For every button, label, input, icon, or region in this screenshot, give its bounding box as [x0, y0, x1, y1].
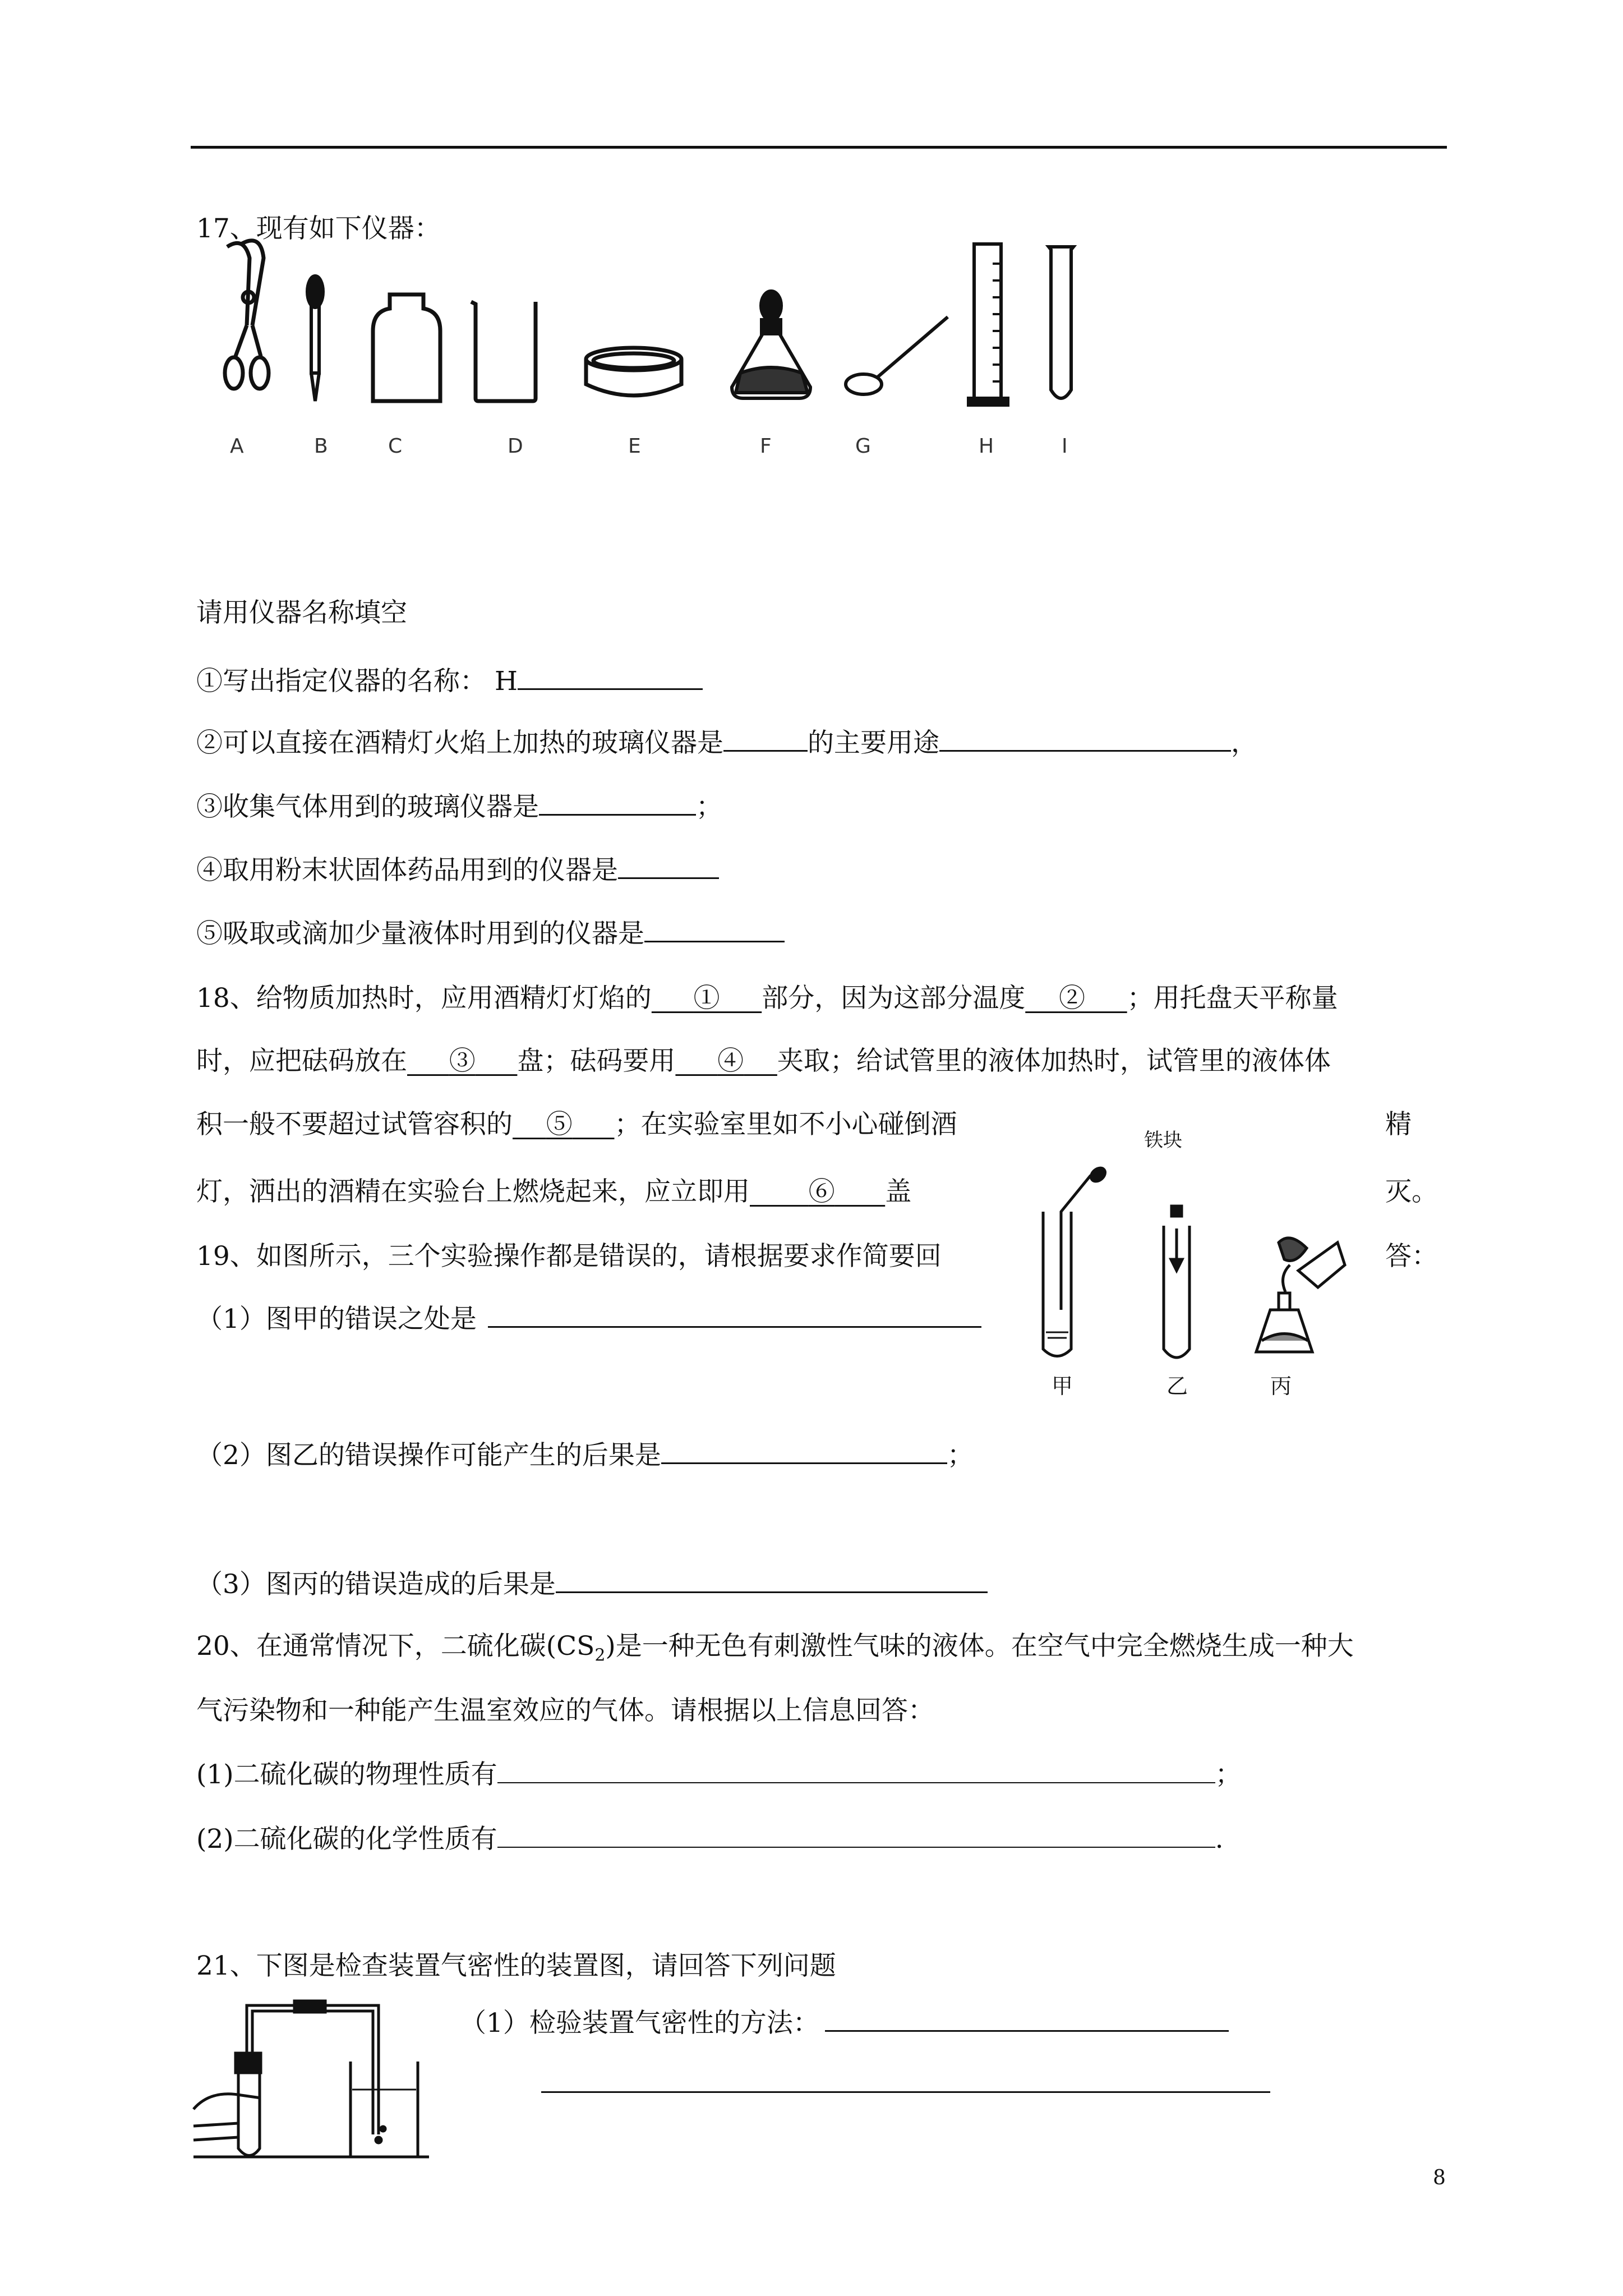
page-number: 8: [1433, 2166, 1446, 2189]
q20-text: )是一种无色有刺激性气味的液体。在空气中完全燃烧生成一种大: [605, 1631, 1354, 1662]
blank-1-mark: ①: [693, 983, 720, 1014]
q21-part1: [460, 2005, 1229, 2040]
q18-line1: [196, 982, 1338, 1015]
q21-part1-text: （1）检验装置气密性的方法：: [460, 2008, 819, 2039]
dropper-icon: [304, 275, 326, 404]
blank-4[interactable]: [675, 1046, 777, 1076]
q19-part3: [196, 1567, 988, 1602]
q20-part1-text: (1)二硫化碳的物理性质有: [196, 1759, 497, 1790]
q17-sub3-end: ；: [696, 792, 722, 822]
q19-title-end: 答：: [1385, 1241, 1438, 1272]
gas-bottle-icon: [370, 292, 443, 404]
q19-part1-text: （1）图甲的错误之处是: [196, 1304, 477, 1335]
label-H: H: [979, 435, 994, 458]
q18-text: 部分，因为这部分温度: [762, 983, 1026, 1014]
lamp-lighting-lamp-icon: [1245, 1226, 1346, 1355]
blank-6[interactable]: [750, 1176, 885, 1207]
q18-text: 盖: [885, 1176, 912, 1207]
q18-text: 18、给物质加热时，应用酒精灯灯焰的: [196, 983, 652, 1014]
q18-text: 夹取；给试管里的液体加热时，试管里的液体体: [777, 1046, 1331, 1076]
q20-line2: 气污染物和一种能产生温室效应的气体。请根据以上信息回答：: [196, 1695, 934, 1726]
blank-4-mark: ④: [717, 1046, 744, 1076]
answer-blank[interactable]: [618, 853, 719, 879]
q20-line1: [196, 1630, 1354, 1672]
label-I: I: [1062, 435, 1068, 458]
crucible-tongs-icon: [222, 236, 272, 404]
q17-sub3: [196, 789, 722, 824]
blank-6-mark: ⑥: [808, 1176, 835, 1207]
fig-label-b: 乙: [1166, 1374, 1188, 1398]
q19-part1: [196, 1301, 981, 1336]
q18-line4-end: 灭。: [1385, 1176, 1438, 1207]
answer-blank[interactable]: [518, 664, 703, 690]
label-C: C: [388, 435, 403, 458]
q20-part1-end: ；: [1215, 1759, 1242, 1790]
label-B: B: [314, 435, 328, 458]
q17-sub2-text: ②可以直接在酒精灯火焰上加热的玻璃仪器是: [196, 728, 723, 758]
q19-part3-text: （3）图丙的错误造成的后果是: [196, 1569, 556, 1600]
answer-blank[interactable]: [497, 1757, 1215, 1783]
alcohol-lamp-icon: [729, 289, 813, 401]
answer-blank[interactable]: [539, 789, 696, 816]
beaker-icon: [470, 297, 540, 404]
q18-line4: [196, 1175, 911, 1209]
blank-3[interactable]: [407, 1046, 517, 1076]
answer-blank[interactable]: [644, 916, 785, 942]
q21-title: 21、下图是检查装置气密性的装置图，请回答下列问题: [196, 1950, 836, 1981]
airtightness-apparatus-icon: [193, 1994, 429, 2162]
q18-line3-end: 精: [1385, 1109, 1412, 1140]
blank-2[interactable]: [1025, 983, 1127, 1014]
q17-sub1-text: ①写出指定仪器的名称： H: [196, 666, 518, 697]
blank-2-mark: ②: [1058, 983, 1085, 1014]
q20-part1: [196, 1757, 1242, 1792]
q17-sub2-end: ，: [1231, 728, 1257, 758]
iron-block-tube-icon: [1152, 1203, 1203, 1366]
q20-part2-end: .: [1215, 1824, 1224, 1855]
answer-blank[interactable]: [825, 2005, 1229, 2032]
q17-title: 17、现有如下仪器：: [196, 213, 441, 244]
fig-label-c: 丙: [1270, 1374, 1292, 1398]
fig-iron-label: 铁块: [1144, 1129, 1182, 1152]
spoon-icon: [844, 314, 951, 398]
blank-5[interactable]: [513, 1109, 614, 1140]
label-F: F: [760, 435, 772, 458]
q20-part2-text: (2)二硫化碳的化学性质有: [196, 1824, 497, 1855]
label-G: G: [855, 435, 871, 458]
label-D: D: [508, 435, 523, 458]
answer-blank[interactable]: [488, 1301, 981, 1328]
q19-title: 19、如图所示，三个实验操作都是错误的，请根据要求作简要回: [196, 1241, 942, 1272]
answer-blank[interactable]: [541, 2086, 1270, 2093]
q17-sub2: [196, 725, 1257, 760]
answer-blank[interactable]: [661, 1438, 947, 1464]
q18-text: 时，应把砝码放在: [196, 1046, 407, 1076]
q18-text: 积一般不要超过试管容积的: [196, 1109, 513, 1140]
q19-part2: [196, 1438, 974, 1473]
graduated-cylinder-icon: [967, 241, 1012, 409]
q17-sub4-text: ④取用粉末状固体药品用到的仪器是: [196, 855, 618, 886]
answer-blank[interactable]: [939, 725, 1231, 752]
dish-icon: [583, 345, 684, 401]
blank-1[interactable]: [652, 983, 762, 1014]
q17-sub5: [196, 916, 785, 951]
answer-blank[interactable]: [556, 1567, 988, 1593]
q20-text: 20、在通常情况下，二硫化碳(CS: [196, 1631, 595, 1662]
q18-text: ；在实验室里如不小心碰倒酒: [614, 1109, 957, 1140]
dropper-in-tube-icon: [1038, 1167, 1110, 1363]
q17-sub4: [196, 853, 719, 887]
header-rule: [191, 146, 1447, 149]
q19-part2-end: ；: [947, 1440, 974, 1471]
q17-sub5-text: ⑤吸取或滴加少量液体时用到的仪器是: [196, 918, 644, 949]
blank-3-mark: ③: [449, 1046, 476, 1076]
q17-prompt: 请用仪器名称填空: [196, 597, 407, 628]
q19-part2-text: （2）图乙的错误操作可能产生的后果是: [196, 1440, 661, 1471]
q17-sub3-text: ③收集气体用到的玻璃仪器是: [196, 792, 539, 822]
test-tube-icon: [1044, 244, 1078, 407]
label-E: E: [628, 435, 641, 458]
q18-line3: [196, 1108, 957, 1142]
q17-sub1: [196, 664, 703, 698]
q17-sub2-mid: 的主要用途: [808, 728, 939, 758]
blank-5-mark: ⑤: [546, 1109, 573, 1140]
q18-line2: [196, 1045, 1331, 1078]
fig-label-a: 甲: [1052, 1374, 1073, 1398]
q18-text: 灯，洒出的酒精在实验台上燃烧起来，应立即用: [196, 1176, 750, 1207]
answer-blank[interactable]: [497, 1822, 1215, 1848]
q20-part2: [196, 1822, 1224, 1856]
label-A: A: [230, 435, 244, 458]
answer-blank[interactable]: [723, 725, 808, 752]
q18-text: ；用托盘天平称量: [1127, 983, 1338, 1014]
q18-text: 盘；砝码要用: [517, 1046, 676, 1076]
q20-subscript: 2: [594, 1645, 606, 1665]
